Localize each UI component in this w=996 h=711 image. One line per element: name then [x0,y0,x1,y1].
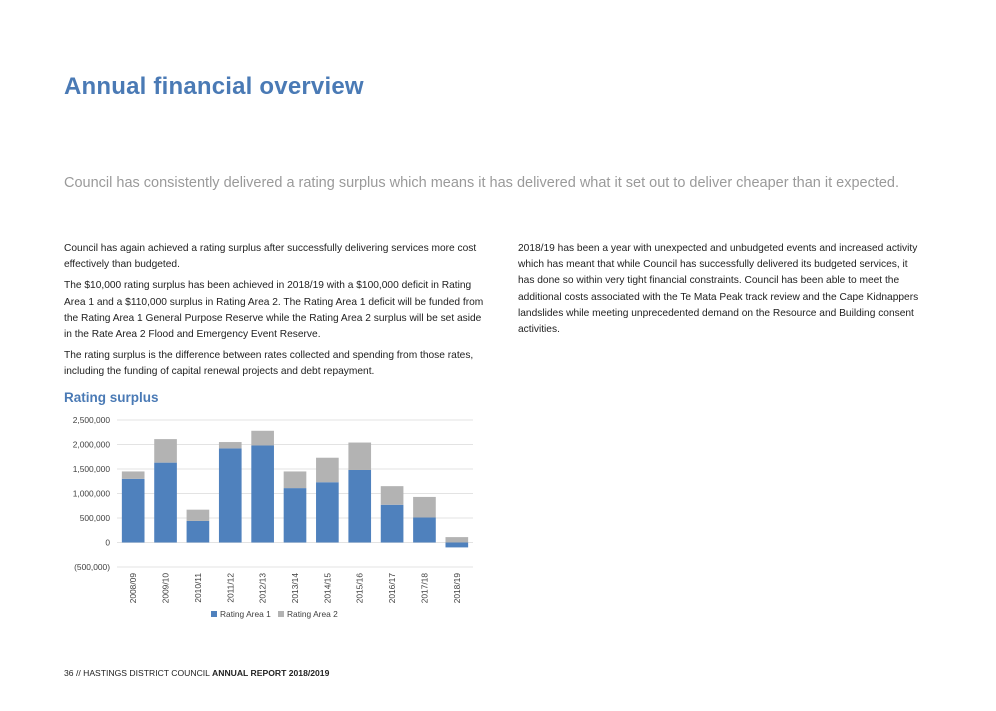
paragraph: The rating surplus is the difference between rates collected and spending from those rates, including the funding of capital renewal projects and debt repayment. [64,350,474,378]
bar-rating-area-2 [251,431,274,446]
bar-rating-area-1 [316,482,339,542]
bar-rating-area-2 [154,439,177,463]
paragraph: Council has again achieved a rating surplus after successfully delivering services more cost effectively than budgeted. [64,243,477,271]
y-tick-label: 2,500,000 [72,415,110,425]
chart-title: Rating surplus [64,390,159,405]
x-tick-label: 2012/13 [257,573,268,604]
y-tick-label: 2,000,000 [72,439,110,450]
bar-rating-area-1 [413,518,436,543]
y-tick-label: 1,000,000 [72,488,110,499]
bar-rating-area-2 [381,486,404,505]
bar-rating-area-1 [251,445,274,542]
legend-label: Rating Area 1 [220,609,271,619]
paragraph: 2018/19 has been a year with unexpected and unbudgeted events and increased activity which has meant that while Council has successfully delivered its budgeted services, it has done so within very tight financial constraints. Council has been able to meet the additional costs associated with the Te Mata Peak track review and the Cape Kidnappers landslides while meeting unprecedented demand on the Resource and Building consent activities. [518,243,919,336]
bar-rating-area-2 [122,471,145,478]
intro-text: Council has consistently delivered a rating surplus which means it has delivered what it set out to deliver cheaper than it expected. [64,175,900,191]
right-column [518,241,926,343]
bar-rating-area-1 [348,470,371,543]
x-tick-label: 2018/19 [451,573,462,604]
bar-rating-area-1 [219,448,242,542]
y-tick-label: (500,000) [74,562,110,572]
x-tick-label: 2014/15 [322,573,333,604]
x-tick-label: 2008/09 [128,573,139,604]
y-tick-label: 0 [105,537,110,548]
legend-swatch-rating-area-2 [278,611,284,617]
left-column [64,241,484,386]
y-tick-label: 1,500,000 [72,464,110,474]
bar-rating-area-1 [122,479,145,543]
page-title: Annual financial overview [64,73,364,100]
bar-rating-area-2 [187,510,210,521]
x-tick-label: 2015/16 [354,573,365,604]
footer-prefix: 36 // HASTINGS DISTRICT COUNCIL [64,668,213,678]
bar-rating-area-2 [413,497,436,518]
bar-rating-area-1 [284,488,307,542]
bar-rating-area-1 [381,505,404,543]
x-tick-label: 2011/12 [225,573,236,603]
legend-swatch-rating-area-1 [211,611,217,617]
paragraph: The $10,000 rating surplus has been achieved in 2018/19 with a $100,000 deficit in Rating Area 1 and a $110,000 surplus in Rating Area 2. The Rating Area 1 deficit will be funded from the Rating Area 1 General Purpose Reserve while the Rating Area 2 surplus will be set aside in the Rate Area 2 Flood and Emergency Event Reserve. [64,280,484,341]
bar-rating-area-2 [445,537,468,542]
bar-rating-area-1 [445,543,468,548]
x-tick-label: 2013/14 [290,573,300,604]
x-tick-label: 2010/11 [192,573,203,603]
bar-rating-area-2 [284,471,307,488]
rating-surplus-chart [60,410,480,635]
page-footer [64,668,329,678]
bar-rating-area-2 [219,442,242,448]
x-tick-label: 2017/18 [419,573,430,604]
x-tick-label: 2016/17 [387,573,398,604]
y-tick-label: 500,000 [79,513,110,523]
bar-rating-area-2 [348,443,371,470]
x-tick-label: 2009/10 [160,573,171,604]
bar-rating-area-1 [187,521,210,543]
bar-rating-area-1 [154,463,177,543]
legend-label: Rating Area 2 [287,609,338,619]
bar-rating-area-2 [316,458,339,482]
footer-report-title: ANNUAL REPORT 2018/2019 [212,668,330,678]
